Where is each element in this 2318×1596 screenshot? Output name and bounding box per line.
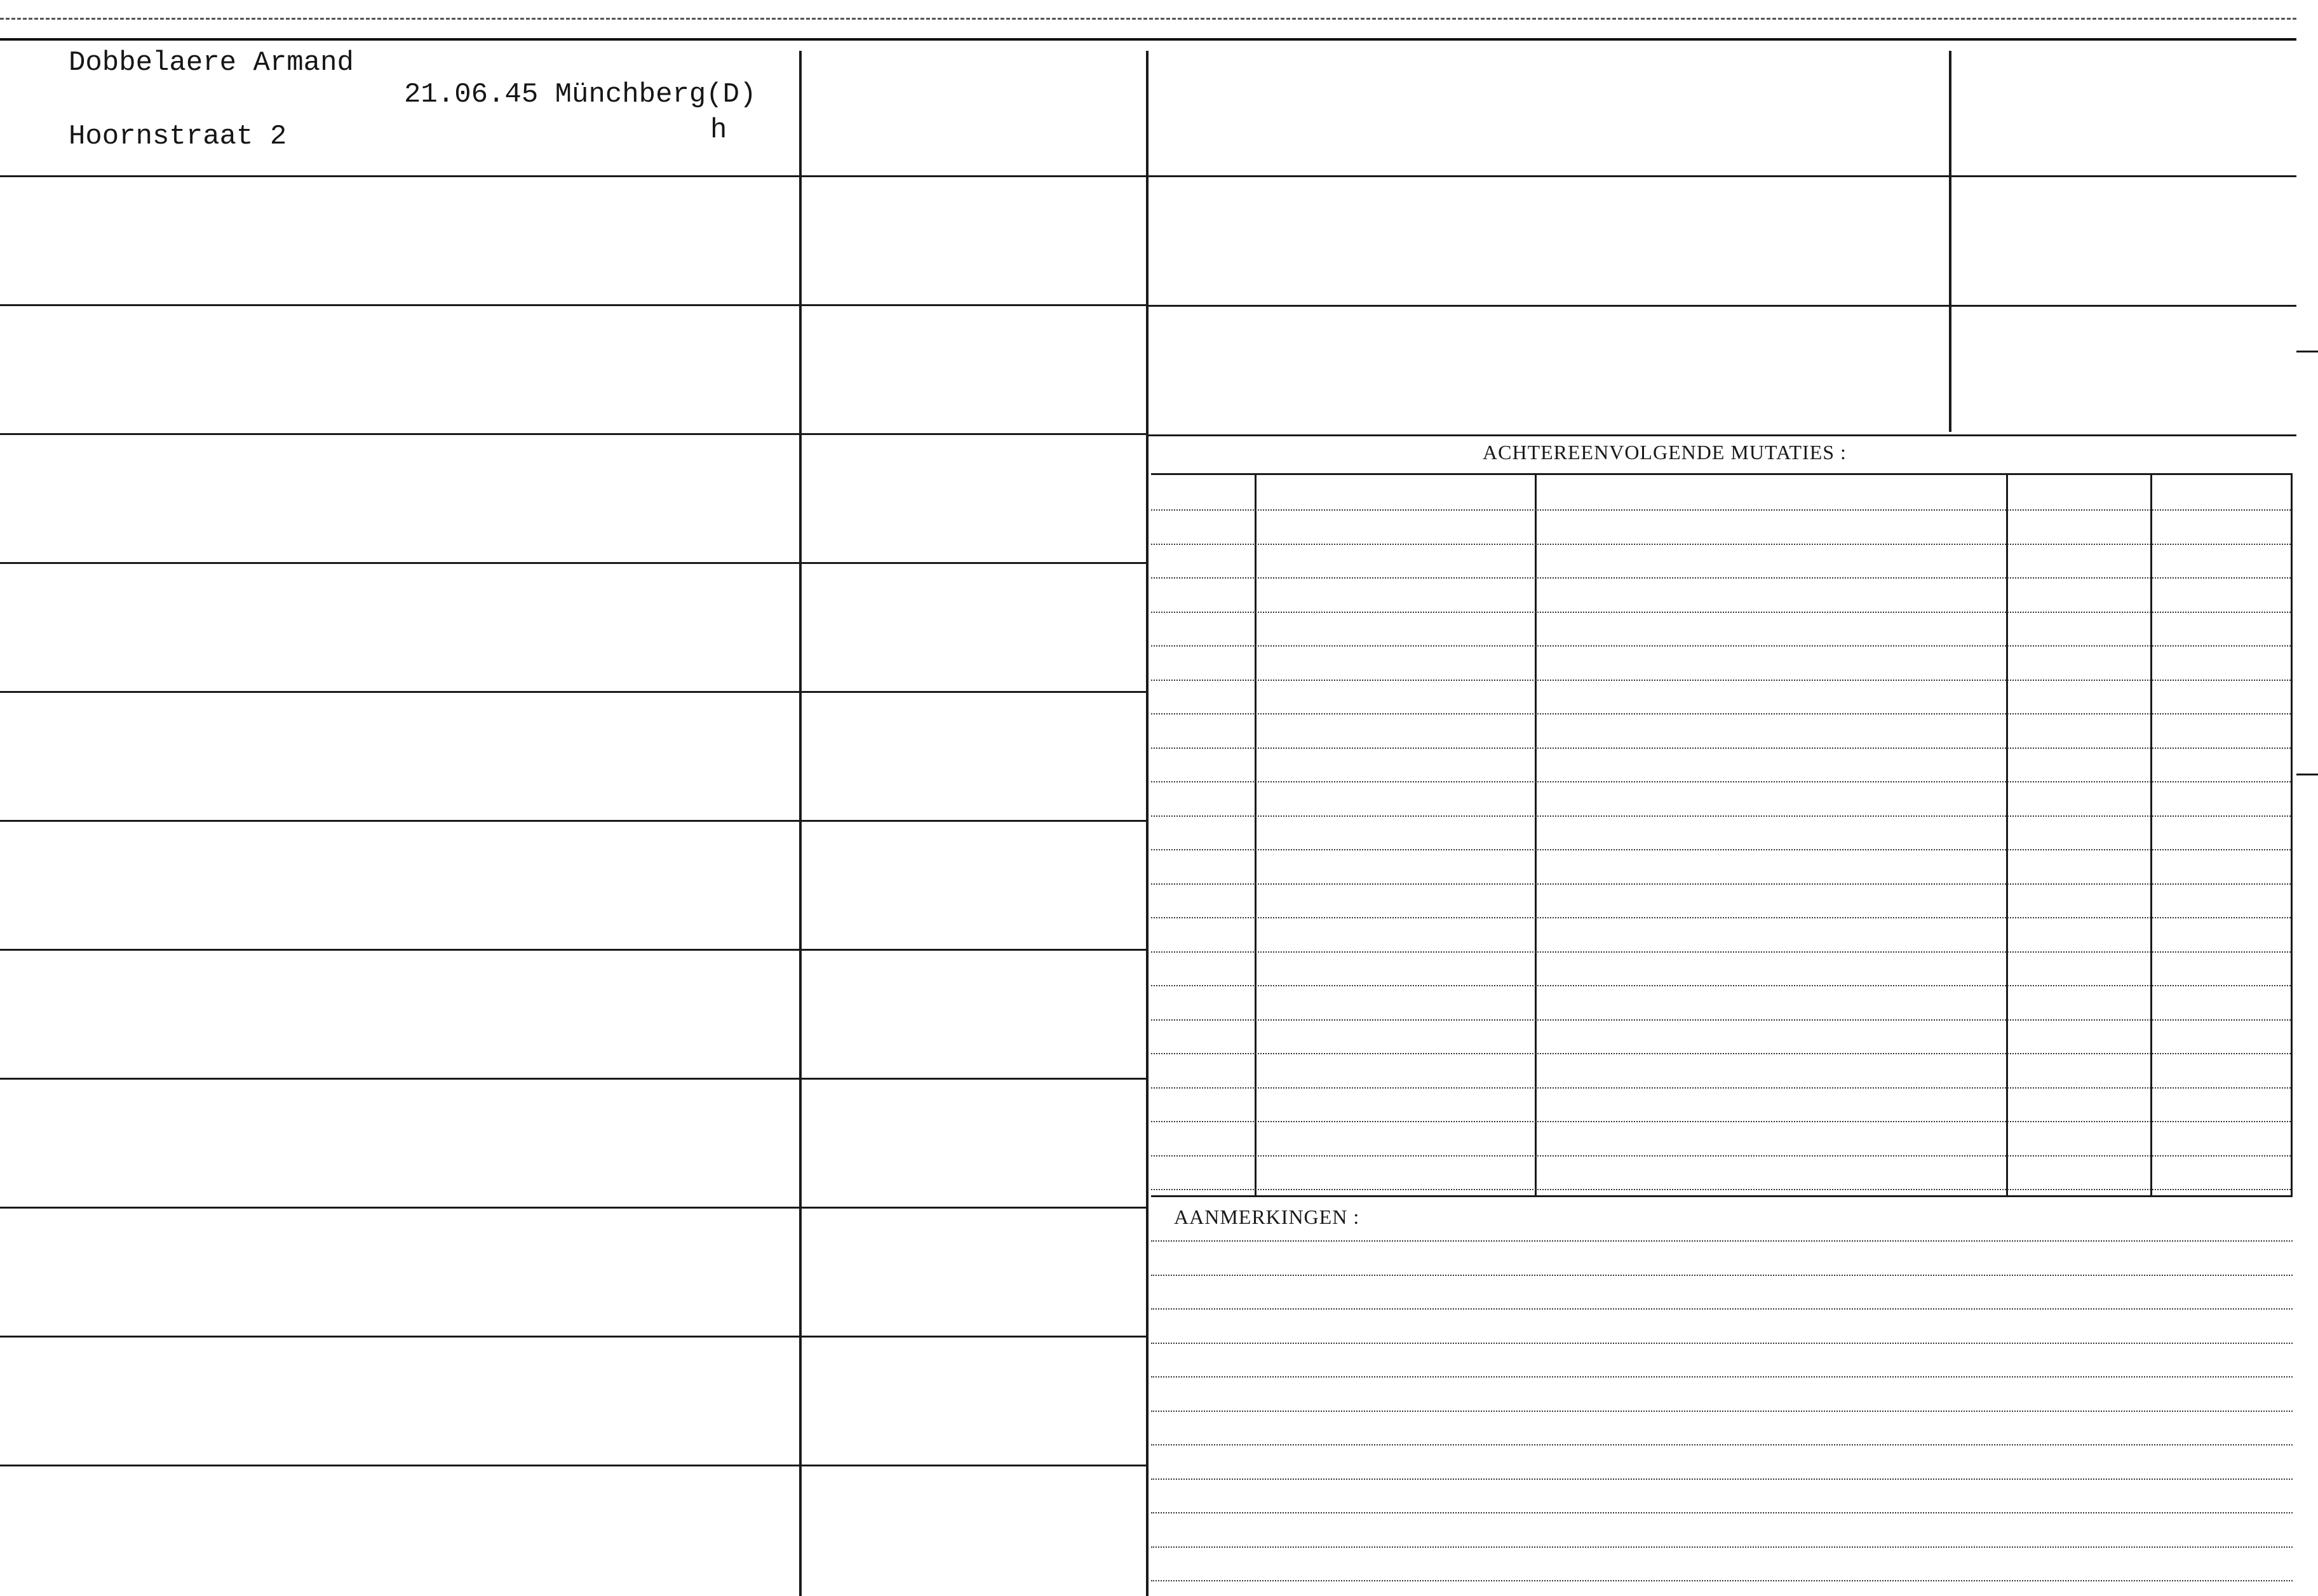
- card-top-rule: [0, 38, 2296, 41]
- left-row-line: [0, 949, 1147, 951]
- person-address: Hoornstraat 2: [69, 121, 287, 152]
- remark-rule: [1151, 1376, 2293, 1378]
- right-top-divider: [1949, 51, 1951, 432]
- mutations-bottom-line: [1151, 1195, 2293, 1197]
- edge-tick-2: [2296, 774, 2318, 775]
- status-code: h: [710, 114, 727, 146]
- mutations-header-line: [1151, 473, 2293, 475]
- mutation-rule: [1151, 781, 2291, 782]
- left-row-line: [0, 1078, 1147, 1080]
- card-top-edge: [0, 18, 2296, 20]
- remark-rule: [1151, 1308, 2293, 1310]
- date-place: 21.06.45 Münchberg(D): [404, 79, 757, 111]
- mutation-rule: [1151, 849, 2291, 850]
- left-row-line: [0, 1465, 1147, 1466]
- remark-rule: [1151, 1580, 2293, 1581]
- mutation-rule: [1151, 1121, 2291, 1122]
- remark-rule: [1151, 1343, 2293, 1344]
- mutation-rule: [1151, 985, 2291, 986]
- mutation-rule: [1151, 544, 2291, 545]
- left-row-line: [0, 562, 1147, 564]
- left-row-line: [0, 175, 1147, 177]
- mutation-rule: [1151, 713, 2291, 714]
- mutation-rule: [1151, 680, 2291, 681]
- mutation-rule: [1151, 645, 2291, 647]
- remark-rule: [1151, 1411, 2293, 1412]
- mutation-rule: [1151, 509, 2291, 511]
- right-row-line-1: [1147, 175, 2296, 177]
- mutation-rule: [1151, 1189, 2291, 1190]
- mutation-rule: [1151, 951, 2291, 953]
- remark-rule: [1151, 1275, 2293, 1276]
- left-row-line: [0, 433, 1147, 435]
- mutation-rule: [1151, 917, 2291, 918]
- mutation-rule: [1151, 815, 2291, 817]
- left-row-line: [0, 691, 1147, 693]
- mutation-rule: [1151, 1155, 2291, 1157]
- mutation-rule: [1151, 577, 2291, 579]
- left-row-line: [0, 304, 1147, 306]
- remark-rule: [1151, 1512, 2293, 1513]
- left-table-divider: [799, 51, 802, 1596]
- left-row-line: [0, 1207, 1147, 1209]
- right-row-line-3: [1147, 434, 2296, 436]
- remark-rule: [1151, 1479, 2293, 1480]
- remark-rule: [1151, 1240, 2293, 1242]
- remarks-title: AANMERKINGEN :: [1174, 1205, 1360, 1228]
- left-row-line: [0, 820, 1147, 822]
- center-divider: [1146, 51, 1149, 1596]
- mutation-rule: [1151, 1087, 2291, 1089]
- person-name: Dobbelaere Armand: [69, 47, 354, 79]
- mutation-rule: [1151, 612, 2291, 613]
- remark-rule: [1151, 1444, 2293, 1445]
- mutation-rule: [1151, 1019, 2291, 1021]
- edge-tick-1: [2296, 351, 2318, 352]
- mutation-rule: [1151, 1053, 2291, 1054]
- mutations-title: ACHTEREENVOLGENDE MUTATIES :: [1483, 441, 1847, 464]
- mutations-col-5: [2291, 475, 2293, 1195]
- mutation-rule: [1151, 883, 2291, 885]
- mutation-rule: [1151, 748, 2291, 749]
- remark-rule: [1151, 1546, 2293, 1548]
- left-row-line: [0, 1336, 1147, 1338]
- right-row-line-2: [1147, 305, 2296, 307]
